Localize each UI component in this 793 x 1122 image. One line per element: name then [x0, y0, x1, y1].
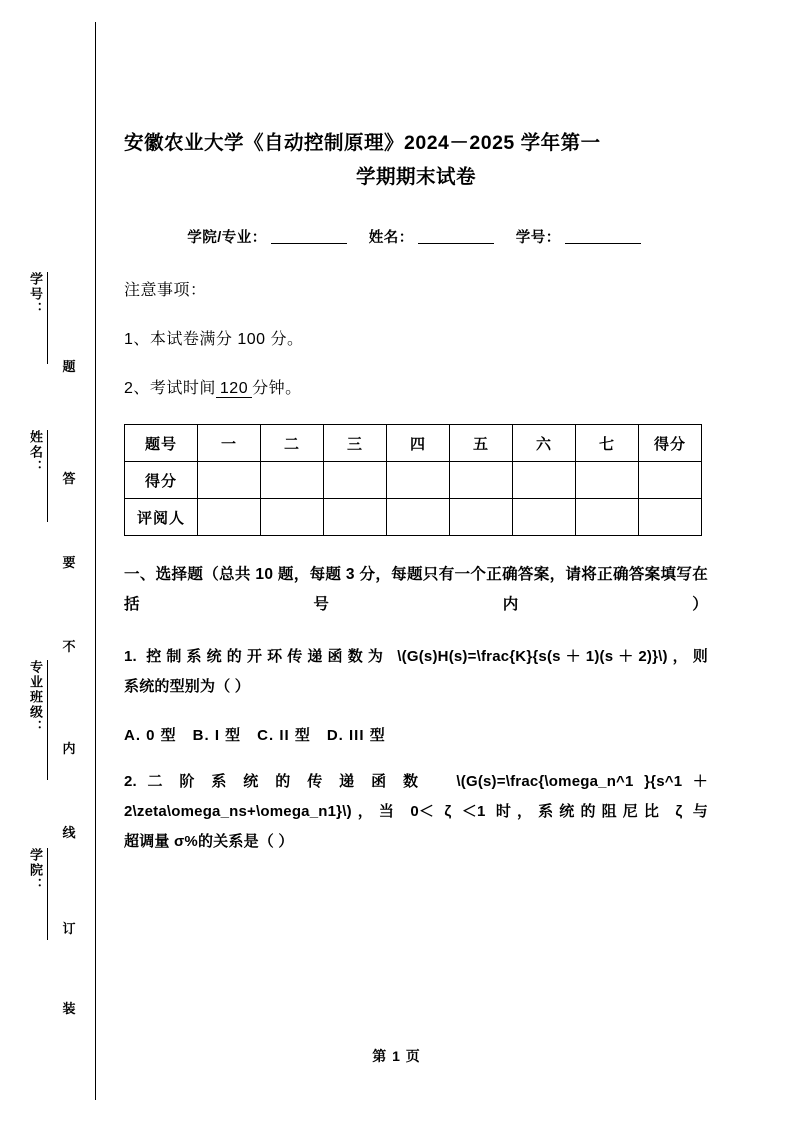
page-title	[124, 0, 708, 194]
table-row	[125, 499, 702, 536]
sidebar-label-student-id: 学号：	[26, 272, 48, 364]
notice-item-1: 1、本试卷满分 100 分。	[124, 331, 304, 348]
notice-item-2-suffix: 分钟。	[252, 380, 302, 397]
question-1-options: A. 0 型 B. I 型 C. II 型 D. III 型	[124, 727, 386, 744]
score-cell-0-2: 二	[261, 425, 324, 462]
score-cell-0-0: 题号	[125, 425, 198, 462]
page-title-line2: 学期期末试卷	[355, 166, 476, 188]
sidebar-char-5: 线	[62, 825, 76, 840]
identity-name-label: 姓名：	[368, 230, 414, 246]
score-cell-1-8[interactable]	[639, 462, 702, 499]
score-cell-2-6[interactable]	[513, 499, 576, 536]
score-cell-2-8[interactable]	[639, 499, 702, 536]
sidebar-char-3: 不	[62, 639, 76, 654]
score-cell-2-4[interactable]	[387, 499, 450, 536]
identity-name-blank[interactable]	[418, 229, 494, 244]
score-cell-2-5[interactable]	[450, 499, 513, 536]
score-cell-0-3: 三	[324, 425, 387, 462]
score-cell-1-7[interactable]	[576, 462, 639, 499]
score-cell-1-0: 得分	[125, 462, 198, 499]
question-1-line-2: 系统的型别为（ ）	[124, 678, 250, 695]
sidebar-char-0: 题	[62, 359, 76, 374]
score-cell-2-7[interactable]	[576, 499, 639, 536]
notice-heading: 注意事项：	[124, 282, 207, 299]
sidebar-label-class: 专业班级：	[26, 660, 48, 780]
identity-line	[124, 226, 708, 247]
question-2-line-1: 2. 二 阶 系 统 的 传 递 函 数 \(G(s)=\frac{\omega_n^1 }{s^1 ＋	[124, 773, 708, 790]
score-cell-1-5[interactable]	[450, 462, 513, 499]
sidebar-label-college: 学院：	[26, 848, 48, 940]
score-cell-1-4[interactable]	[387, 462, 450, 499]
page-title-line1: 安徽农业大学《自动控制原理》2024－2025 学年第一	[124, 132, 601, 154]
identity-college-label: 学院/专业：	[187, 230, 267, 246]
question-1-line-1: 1. 控制系统的开环传递函数为 \(G(s)H(s)=\frac{K}{s(s＋1)(s＋2)}\)，则	[124, 648, 708, 665]
sidebar-char-1: 答	[62, 471, 76, 486]
identity-studentid-blank[interactable]	[565, 229, 641, 244]
table-row	[125, 462, 702, 499]
sidebar-char-7: 装	[62, 1001, 76, 1016]
section-1-heading: 一、选择题（总共 10 题，每题 3 分，每题只有一个正确答案，请将正确答案填写在括号内）	[124, 566, 708, 613]
score-cell-0-7: 七	[576, 425, 639, 462]
score-cell-2-0: 评阅人	[125, 499, 198, 536]
question-2-line-3: 超调量 σ%的关系是（ ）	[124, 833, 294, 850]
binding-strip	[0, 0, 96, 1122]
score-cell-1-3[interactable]	[324, 462, 387, 499]
page-footer: 第 1 页	[372, 1048, 421, 1064]
score-cell-0-1: 一	[198, 425, 261, 462]
table-row	[125, 425, 702, 462]
sidebar-char-2: 要	[62, 555, 76, 570]
score-table	[124, 424, 702, 536]
notice-item-2	[124, 375, 708, 398]
sidebar-char-4: 内	[62, 741, 76, 756]
identity-college-blank[interactable]	[271, 229, 347, 244]
sidebar-char-6: 订	[62, 921, 76, 936]
score-cell-1-2[interactable]	[261, 462, 324, 499]
score-cell-2-1[interactable]	[198, 499, 261, 536]
strip-divider	[95, 22, 96, 1100]
score-cell-1-1[interactable]	[198, 462, 261, 499]
sidebar-label-name: 姓名：	[26, 430, 48, 522]
identity-studentid-label: 学号：	[515, 230, 561, 246]
score-cell-0-5: 五	[450, 425, 513, 462]
score-cell-2-3[interactable]	[324, 499, 387, 536]
score-cell-0-6: 六	[513, 425, 576, 462]
question-2-line-2: 2\zeta\omega_ns+\omega_n1}\)，当 0＜ ζ ＜1 时，系统的阻尼比 ζ 与	[124, 803, 708, 820]
exam-paper-body	[124, 0, 708, 857]
score-cell-1-6[interactable]	[513, 462, 576, 499]
score-cell-0-8: 得分	[639, 425, 702, 462]
notice-item-2-prefix: 2、考试时间	[124, 380, 216, 397]
score-cell-0-4: 四	[387, 425, 450, 462]
exam-duration-value: 120	[216, 380, 252, 398]
score-cell-2-2[interactable]	[261, 499, 324, 536]
